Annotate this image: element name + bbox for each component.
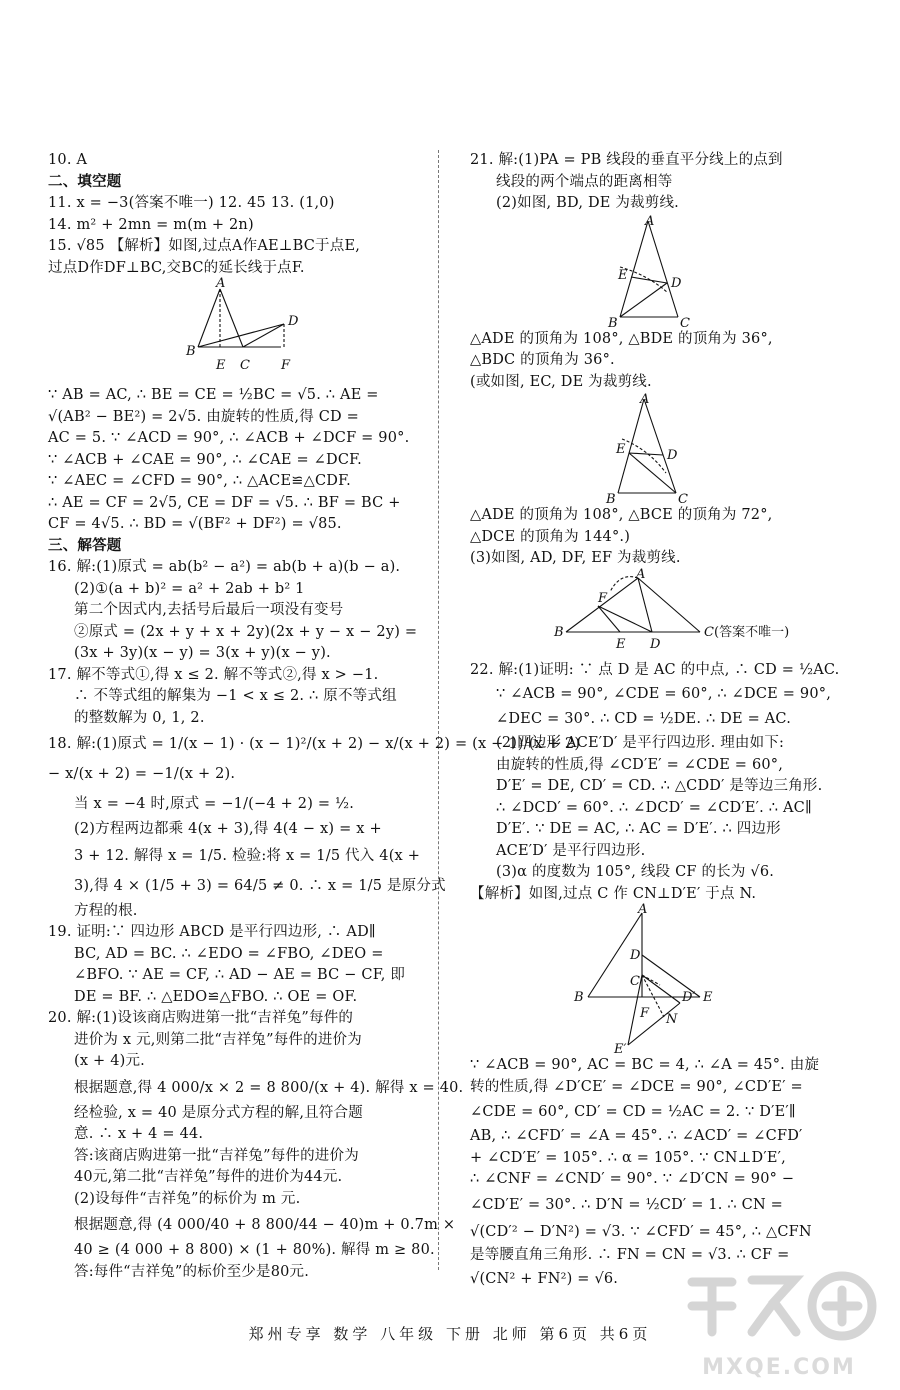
answer-10: 10. A bbox=[48, 152, 88, 168]
answer-22-line: 是等腰直角三角形. ∴ FN = CN = √3. ∴ CF = bbox=[470, 1246, 790, 1263]
fig21c-label-f: F bbox=[598, 590, 608, 606]
answer-18-line: 当 x = −4 时,原式 = −1/(−4 + 2) = ½. bbox=[74, 796, 355, 812]
fig21a-label-b: B bbox=[608, 315, 618, 331]
answer-15-line: ∵ ∠ACB + ∠CAE = 90°, ∴ ∠CAE = ∠DCF. bbox=[48, 451, 362, 468]
fig15-label-b: B bbox=[186, 344, 196, 359]
answer-19-line: ∠BFO. ∵ AE = CF, ∴ AD − AE = BC − CF, 即 bbox=[74, 967, 406, 983]
page-footer: 郑州专享 数学 八年级 下册 北师 第6页 共6页 bbox=[248, 1325, 652, 1343]
answer-22-line: D′E′ = DE, CD′ = CD. ∴ △CDD′ 是等边三角形. bbox=[496, 778, 823, 794]
answer-22-line: (2)四边形 ACE′D′ 是平行四边形. 理由如下: bbox=[496, 735, 785, 751]
answer-22-line: ∴ ∠DCD′ = 60°. ∴ ∠DCD′ = ∠CD′E′. ∴ AC∥ bbox=[496, 799, 812, 816]
fig22-label-f: F bbox=[640, 1006, 650, 1021]
answer-22-line: 【解析】如图,过点 C 作 CN⊥D′E′ 于点 N. bbox=[470, 885, 757, 902]
answer-22-line: D′E′. ∵ DE = AC, ∴ AC = D′E′. ∴ 四边形 bbox=[496, 821, 781, 837]
answer-16-line: 16. 解:(1)原式 = ab(b² − a²) = ab(b + a)(b − a). bbox=[48, 559, 401, 575]
answer-15-line: ∴ AE = CF = 2√5, CE = DF = √5. ∴ BF = BC + bbox=[48, 494, 401, 511]
answer-22-line: ACE′D′ 是平行四边形. bbox=[496, 842, 646, 859]
fig21b-label-e: E bbox=[616, 442, 626, 457]
answer-22-line: ∠CDE = 60°, CD′ = CD = ½AC = 2. ∵ D′E′∥ bbox=[470, 1104, 796, 1120]
answer-20-line: 根据题意,得 4 000/x × 2 = 8 800/(x + 4). 解得 x = 40. bbox=[74, 1079, 464, 1096]
answer-18-line: 方程的根. bbox=[74, 902, 138, 919]
figure-21-b bbox=[470, 393, 832, 505]
answer-22-line: √(CN² + FN²) = √6. bbox=[470, 1271, 619, 1287]
fig21a-label-e: E bbox=[618, 267, 628, 283]
answer-16-line: (2)①(a + b)² = a² + 2ab + b² 1 bbox=[74, 580, 305, 597]
fig21b-label-d: D bbox=[667, 448, 678, 463]
figure-21-c bbox=[470, 566, 832, 656]
figure-22 bbox=[470, 902, 832, 1057]
right-column bbox=[470, 150, 840, 1292]
watermark-url: MXQE.COM bbox=[702, 1355, 856, 1380]
fig15-label-a: A bbox=[216, 276, 226, 291]
answer-15-line: √(AB² − BE²) = 2√5. 由旋转的性质,得 CD = bbox=[48, 408, 359, 425]
answer-22-line: ∠DEC = 30°. ∴ CD = ½DE. ∴ DE = AC. bbox=[496, 711, 792, 727]
answer-15-line: AC = 5. ∵ ∠ACD = 90°, ∴ ∠ACB + ∠DCF = 90°. bbox=[48, 430, 410, 446]
fig22-label-b: B bbox=[574, 990, 584, 1005]
fig22-label-a: A bbox=[638, 902, 648, 917]
fig22-label-n: N bbox=[666, 1012, 678, 1027]
watermark bbox=[674, 1262, 884, 1380]
answer-16-line: 第二个因式内,去括号后最后一项没有变号 bbox=[74, 602, 344, 618]
answer-15-line: 过点D作DF⊥BC,交BC的延长线于点F. bbox=[48, 259, 305, 276]
answer-22-line: 由旋转的性质,得 ∠CD′E′ = ∠CDE = 60°, bbox=[496, 756, 784, 773]
answer-22-line: √(CD′² − D′N²) = √3. ∵ ∠CFD′ = 45°, ∴ △CFN bbox=[470, 1223, 812, 1240]
fig21c-label-e: E bbox=[616, 636, 626, 652]
answer-20-line: (x + 4)元. bbox=[74, 1053, 145, 1069]
answer-21-line: (3)如图, AD, DF, EF 为裁剪线. bbox=[470, 550, 681, 566]
answer-20-line: 答:该商店购进第一批“吉祥兔”每件的进价为 bbox=[74, 1147, 359, 1164]
fig21c-label-a: A bbox=[636, 566, 646, 582]
answer-22-line: ∵ ∠ACB = 90°, AC = BC = 4, ∴ ∠A = 45°. 由旋 bbox=[470, 1057, 820, 1073]
answer-20-line: 20. 解:(1)设该商店购进第一批“吉祥兔”每件的 bbox=[48, 1010, 354, 1026]
section-solutions: 三、解答题 bbox=[48, 537, 122, 554]
answer-18-line: (2)方程两边都乘 4(x + 3),得 4(4 − x) = x + bbox=[74, 821, 382, 837]
answer-22-line: ∠CD′E′ = 30°. ∴ D′N = ½CD′ = 1. ∴ CN = bbox=[470, 1196, 783, 1213]
fig22-label-c: C bbox=[630, 974, 640, 989]
answer-19-line: BC, AD = BC. ∴ ∠EDO = ∠FBO, ∠DEO = bbox=[74, 945, 384, 962]
section-fill-blank: 二、填空题 bbox=[48, 173, 122, 190]
answer-21-line: 21. 解:(1)PA = PB 线段的垂直平分线上的点到 bbox=[470, 152, 783, 168]
answer-21-line: (2)如图, BD, DE 为裁剪线. bbox=[496, 195, 679, 211]
answer-17-line: 17. 解不等式①,得 x ≤ 2. 解不等式②,得 x > −1. bbox=[48, 666, 379, 683]
answer-18-line: 3 + 12. 解得 x = 1/5. 检验:将 x = 1/5 代入 4(x + bbox=[74, 847, 421, 864]
answer-19-line: 19. 证明:∵ 四边形 ABCD 是平行四边形, ∴ AD∥ bbox=[48, 924, 376, 940]
answer-22-line: 转的性质,得 ∠D′CE′ = ∠DCE = 90°, ∠CD′E′ = bbox=[470, 1078, 803, 1095]
answer-15-line: CF = 4√5. ∴ BD = √(BF² + DF²) = √85. bbox=[48, 516, 342, 532]
fig21c-label-d: D bbox=[650, 636, 661, 652]
fig22-label-e: E bbox=[703, 990, 713, 1005]
fig21a-label-c: C bbox=[680, 315, 690, 331]
answer-15-line: ∵ ∠AEC = ∠CFD = 90°, ∴ △ACE≌△CDF. bbox=[48, 473, 351, 489]
answer-19-line: DE = BF. ∴ △EDO≌△FBO. ∴ OE = OF. bbox=[74, 988, 358, 1005]
answer-21-line: △DCE 的顶角为 144°.) bbox=[470, 528, 631, 545]
answer-20-line: 进价为 x 元,则第二批“吉祥兔”每件的进价为 bbox=[74, 1031, 362, 1048]
answer-18-line: 18. 解:(1)原式 = 1/(x − 1) · (x − 1)²/(x + 2) − x/(x + 2) = (x − 1)/(x + 2) bbox=[48, 736, 581, 752]
fig21a-label-a: A bbox=[645, 213, 655, 229]
fig15-label-d: D bbox=[288, 314, 299, 329]
fig22-label-d-prime: D′ bbox=[682, 990, 696, 1005]
answer-17-line: ∴ 不等式组的解集为 −1 < x ≤ 2. ∴ 原不等式组 bbox=[74, 688, 397, 704]
answer-20-line: 意. ∴ x + 4 = 44. bbox=[74, 1126, 204, 1142]
fig21b-label-a: A bbox=[640, 392, 650, 407]
answer-18-line: 3),得 4 × (1/5 + 3) = 64/5 ≠ 0. ∴ x = 1/5 是原分式 bbox=[74, 877, 446, 894]
answer-22-line: + ∠CD′E′ = 105°. ∴ α = 105°. ∵ CN⊥D′E′, bbox=[470, 1149, 786, 1166]
answer-18-line: − x/(x + 2) = −1/(x + 2). bbox=[48, 766, 236, 782]
answer-21-line: △ADE 的顶角为 108°, △BDE 的顶角为 36°, bbox=[470, 330, 773, 347]
answer-21-line: (或如图, EC, DE 为裁剪线. bbox=[470, 373, 652, 390]
answer-20-line: 答:每件“吉祥兔”的标价至少是80元. bbox=[74, 1263, 310, 1280]
answer-17-line: 的整数解为 0, 1, 2. bbox=[74, 709, 205, 726]
figure-21-a bbox=[470, 215, 832, 329]
answer-22-line: AB, ∴ ∠CFD′ = ∠A = 45°. ∴ ∠ACD′ = ∠CFD′ bbox=[470, 1128, 803, 1144]
answer-22-line: (3)α 的度数为 105°, 线段 CF 的长为 √6. bbox=[496, 864, 775, 880]
answer-20-line: 根据题意,得 (4 000/40 + 8 800/44 − 40)m + 0.7m × bbox=[74, 1217, 456, 1233]
fig15-label-f: F bbox=[281, 358, 291, 373]
fig21b-label-b: B bbox=[606, 492, 616, 507]
answer-20-line: 经检验, x = 40 是原分式方程的解,且符合题 bbox=[74, 1104, 363, 1121]
figure-15 bbox=[48, 276, 418, 385]
answer-16-line: (3x + 3y)(x − y) = 3(x + y)(x − y). bbox=[74, 645, 331, 661]
answer-11-13: 11. x = −3(答案不唯一) 12. 45 13. (1,0) bbox=[48, 195, 335, 211]
fig21b-label-c: C bbox=[678, 492, 688, 507]
answer-16-line: ②原式 = (2x + y + x + 2y)(2x + y − x − 2y) = bbox=[74, 623, 418, 640]
answer-21-line: 线段的两个端点的距离相等 bbox=[496, 173, 673, 190]
fig21c-label-c: C bbox=[704, 624, 714, 640]
answer-22-line: 22. 解:(1)证明: ∵ 点 D 是 AC 的中点, ∴ CD = ½AC. bbox=[470, 661, 840, 678]
fig15-label-e: E bbox=[216, 358, 226, 373]
fig21c-label-b: B bbox=[554, 624, 564, 640]
answer-15-line: 15. √85 【解析】如图,过点A作AE⊥BC于点E, bbox=[48, 238, 361, 254]
answer-21-line: △ADE 的顶角为 108°, △BCE 的顶角为 72°, bbox=[470, 507, 773, 523]
watermark-logo-icon bbox=[674, 1262, 884, 1352]
fig15-label-c: C bbox=[240, 358, 250, 373]
fig22-label-d: D bbox=[630, 948, 641, 963]
answer-15-line: ∵ AB = AC, ∴ BE = CE = ½BC = √5. ∴ AE = bbox=[48, 387, 379, 403]
fig22-label-e-prime: E′ bbox=[614, 1042, 627, 1057]
answer-22-line: ∴ ∠CNF = ∠CND′ = 90°. ∵ ∠D′CN = 90° − bbox=[470, 1171, 795, 1187]
answer-20-line: (2)设每件“吉祥兔”的标价为 m 元. bbox=[74, 1190, 301, 1207]
answer-20-line: 40元,第二批“吉祥兔”每件的进价为44元. bbox=[74, 1169, 343, 1185]
answer-20-line: 40 ≥ (4 000 + 8 800) × (1 + 80%). 解得 m ≥ 80. bbox=[74, 1242, 435, 1258]
answer-21-line: △BDC 的顶角为 36°. bbox=[470, 352, 615, 368]
answer-22-line: ∵ ∠ACB = 90°, ∠CDE = 60°, ∴ ∠DCE = 90°, bbox=[496, 685, 831, 702]
fig21c-note: (答案不唯一) bbox=[714, 624, 790, 640]
answer-14: 14. m² + 2mn = m(m + 2n) bbox=[48, 216, 254, 233]
fig21a-label-d: D bbox=[671, 275, 682, 291]
